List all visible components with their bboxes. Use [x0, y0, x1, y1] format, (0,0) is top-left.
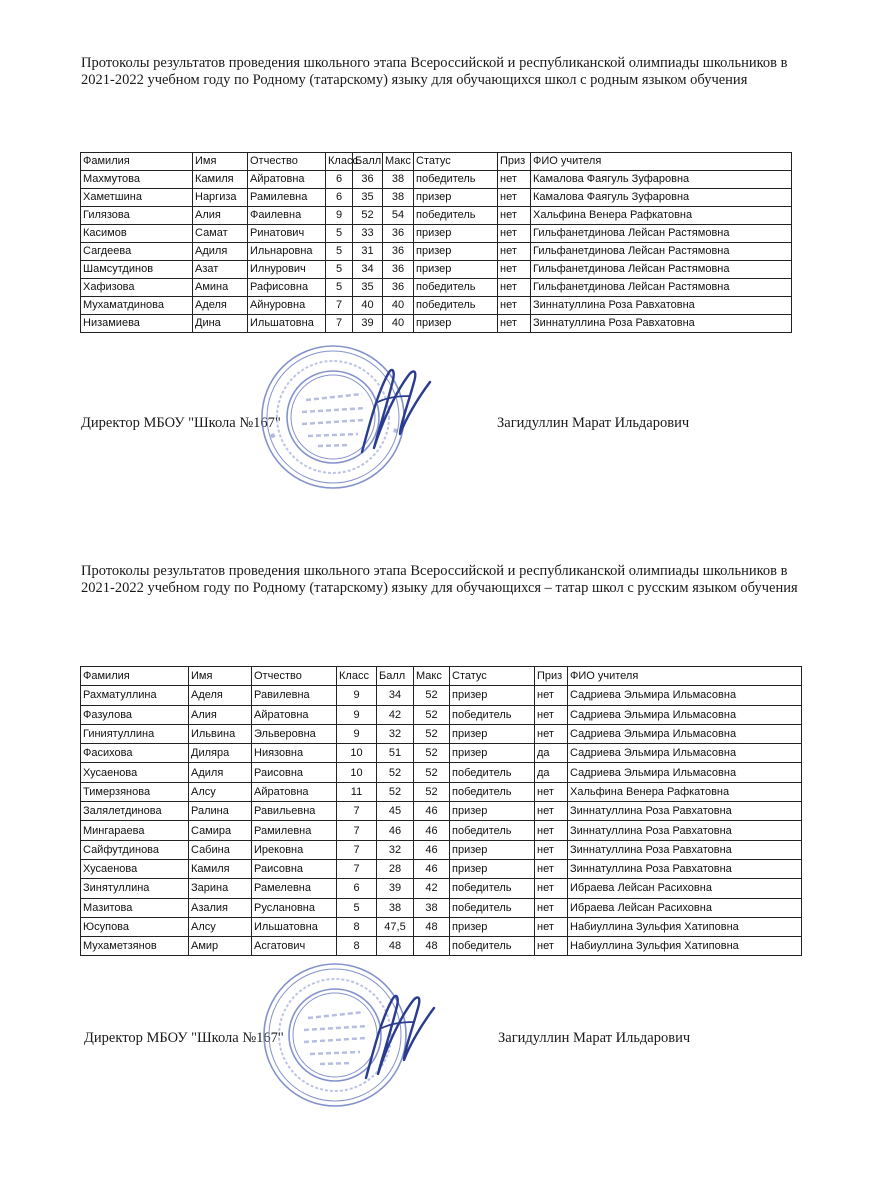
table-cell: нет — [535, 879, 568, 898]
table-cell: Гиниятуллина — [81, 724, 189, 743]
column-header: ФИО учителя — [531, 153, 792, 171]
table-cell: Зиннатуллина Роза Равхатовна — [568, 821, 802, 840]
table-cell: Хальфина Венера Рафкатовна — [531, 207, 792, 225]
column-header: Приз — [535, 667, 568, 686]
column-header: ФИО учителя — [568, 667, 802, 686]
table-cell: Айнуровна — [248, 297, 326, 315]
director-label: Директор МБОУ "Школа №167" — [84, 1030, 284, 1046]
table-cell: призер — [414, 243, 498, 261]
table-cell: 52 — [414, 744, 450, 763]
table-row — [81, 243, 792, 261]
table-cell: Зиннатуллина Роза Равхатовна — [568, 840, 802, 859]
table-cell: Ильвина — [189, 724, 252, 743]
table-cell: нет — [535, 802, 568, 821]
table-cell: Садриева Эльмира Ильмасовна — [568, 705, 802, 724]
table-cell: призер — [450, 802, 535, 821]
table-cell: 5 — [326, 279, 353, 297]
table-cell: Ибраева Лейсан Расиховна — [568, 879, 802, 898]
table-cell: Камиля — [189, 859, 252, 878]
table-cell: победитель — [450, 821, 535, 840]
table-row — [81, 763, 802, 782]
table-cell: нет — [498, 189, 531, 207]
table-cell: Юсупова — [81, 917, 189, 936]
table-cell: нет — [535, 859, 568, 878]
table-cell: 5 — [326, 225, 353, 243]
table-row — [81, 917, 802, 936]
table-cell: 46 — [377, 821, 414, 840]
table-cell: Рамилевна — [248, 189, 326, 207]
table-cell: 7 — [337, 859, 377, 878]
table-cell: нет — [535, 898, 568, 917]
table-cell: 46 — [414, 802, 450, 821]
table-cell: Адиля — [193, 243, 248, 261]
table-cell: Камиля — [193, 171, 248, 189]
table-row — [81, 782, 802, 801]
table-row — [81, 724, 802, 743]
table-cell: Зиннатуллина Роза Равхатовна — [531, 297, 792, 315]
table-cell: 9 — [326, 207, 353, 225]
table-cell: Сабина — [189, 840, 252, 859]
table-row — [81, 189, 792, 207]
table-cell: победитель — [450, 763, 535, 782]
table-cell: Эльверовна — [252, 724, 337, 743]
table-cell: Алия — [193, 207, 248, 225]
table-cell: Илнурович — [248, 261, 326, 279]
table-cell: победитель — [450, 937, 535, 956]
column-header: Балл — [377, 667, 414, 686]
table-cell: Хусаенова — [81, 859, 189, 878]
table-cell: Зинятуллина — [81, 879, 189, 898]
table-cell: Зиннатуллина Роза Равхатовна — [568, 859, 802, 878]
table-cell: Айратовна — [248, 171, 326, 189]
table-cell: нет — [498, 171, 531, 189]
table-cell: призер — [450, 724, 535, 743]
table-cell: Гильфанетдинова Лейсан Растямовна — [531, 225, 792, 243]
table-cell: Ниязовна — [252, 744, 337, 763]
table-cell: нет — [535, 937, 568, 956]
table-row — [81, 898, 802, 917]
table-row — [81, 802, 802, 821]
section1-title: Протоколы результатов проведения школьного этапа Всероссийской и республиканской олимпиады школьников в 2021-2022 учебном году по Родному (татарскому) языку для обучающихся школ с родным языком обучения — [81, 55, 788, 88]
table-cell: Хусаенова — [81, 763, 189, 782]
table-cell: нет — [498, 225, 531, 243]
director-signature — [348, 352, 448, 462]
table-cell: призер — [450, 859, 535, 878]
director-label: Директор МБОУ "Школа №167" — [81, 415, 281, 431]
table-row — [81, 171, 792, 189]
table-cell: 7 — [337, 840, 377, 859]
table-cell: нет — [498, 315, 531, 333]
table-cell: 36 — [383, 225, 414, 243]
table-cell: 52 — [414, 686, 450, 705]
table-cell: призер — [414, 261, 498, 279]
table-cell: 40 — [383, 315, 414, 333]
director-name: Загидуллин Марат Ильдарович — [497, 415, 690, 431]
table-cell: Самира — [189, 821, 252, 840]
director-signature — [352, 978, 452, 1088]
table-cell: Амир — [189, 937, 252, 956]
table-cell: нет — [535, 686, 568, 705]
table-cell: 52 — [414, 782, 450, 801]
column-header: Статус — [414, 153, 498, 171]
table-cell: нет — [498, 243, 531, 261]
table-cell: 48 — [414, 917, 450, 936]
table-cell: 7 — [326, 315, 353, 333]
table-cell: 7 — [326, 297, 353, 315]
table-cell: 47,5 — [377, 917, 414, 936]
table-cell: 48 — [377, 937, 414, 956]
table-cell: 46 — [414, 859, 450, 878]
table-row — [81, 821, 802, 840]
table-cell: победитель — [414, 171, 498, 189]
column-header: Фамилия — [81, 153, 193, 171]
table-cell: Аделя — [193, 297, 248, 315]
table-cell: Низамиева — [81, 315, 193, 333]
table-cell: Набиуллина Зульфия Хатиповна — [568, 917, 802, 936]
table-row — [81, 879, 802, 898]
table-cell: Ильнаровна — [248, 243, 326, 261]
director-name: Загидуллин Марат Ильдарович — [498, 1030, 691, 1046]
table-row — [81, 705, 802, 724]
table-cell: Гильфанетдинова Лейсан Растямовна — [531, 243, 792, 261]
table-cell: нет — [535, 821, 568, 840]
column-header: Макс — [383, 153, 414, 171]
table-cell: Камалова Фаягуль Зуфаровна — [531, 189, 792, 207]
table-cell: Сайфутдинова — [81, 840, 189, 859]
table-cell: 39 — [353, 315, 383, 333]
table-cell: да — [535, 763, 568, 782]
table-cell: да — [535, 744, 568, 763]
table-cell: 36 — [383, 243, 414, 261]
table-cell: Касимов — [81, 225, 193, 243]
table-row — [81, 261, 792, 279]
table-cell: Асгатович — [252, 937, 337, 956]
table-cell: 38 — [383, 189, 414, 207]
table-cell: Амина — [193, 279, 248, 297]
table-cell: Гильфанетдинова Лейсан Растямовна — [531, 279, 792, 297]
table-cell: нет — [535, 840, 568, 859]
table-cell: Мухаматдинова — [81, 297, 193, 315]
table-cell: победитель — [450, 782, 535, 801]
table-cell: нет — [535, 724, 568, 743]
table-cell: 52 — [353, 207, 383, 225]
table-cell: 36 — [383, 261, 414, 279]
table-row — [81, 744, 802, 763]
table-cell: 9 — [337, 686, 377, 705]
column-header: Фамилия — [81, 667, 189, 686]
table-header-row — [81, 667, 802, 686]
table-cell: 39 — [377, 879, 414, 898]
column-header: Класс — [337, 667, 377, 686]
table-cell: 31 — [353, 243, 383, 261]
table-cell: Садриева Эльмира Ильмасовна — [568, 763, 802, 782]
table-cell: 35 — [353, 279, 383, 297]
table-cell: 54 — [383, 207, 414, 225]
table-cell: 7 — [337, 821, 377, 840]
table-cell: Мазитова — [81, 898, 189, 917]
table-cell: 35 — [353, 189, 383, 207]
table-row — [81, 297, 792, 315]
column-header: Класс — [326, 153, 353, 171]
table-cell: 6 — [326, 171, 353, 189]
table-row — [81, 207, 792, 225]
column-header: Имя — [189, 667, 252, 686]
table-cell: 7 — [337, 802, 377, 821]
table-row — [81, 686, 802, 705]
table-header-row — [81, 153, 792, 171]
table-cell: 46 — [414, 821, 450, 840]
table-cell: Раисовна — [252, 859, 337, 878]
table-cell: Ильшатовна — [248, 315, 326, 333]
table-row — [81, 937, 802, 956]
table-cell: призер — [450, 744, 535, 763]
table-cell: Сагдеева — [81, 243, 193, 261]
table-cell: 52 — [414, 705, 450, 724]
column-header: Приз — [498, 153, 531, 171]
table-cell: 48 — [414, 937, 450, 956]
table-cell: нет — [535, 782, 568, 801]
table-row — [81, 279, 792, 297]
results-table-russian — [80, 666, 802, 956]
table-cell: Ирековна — [252, 840, 337, 859]
table-cell: Рахматуллина — [81, 686, 189, 705]
table-cell: 52 — [414, 763, 450, 782]
table-cell: Фаилевна — [248, 207, 326, 225]
table-cell: Руслановна — [252, 898, 337, 917]
table-cell: Равильевна — [252, 802, 337, 821]
column-header: Макс — [414, 667, 450, 686]
table-cell: 8 — [337, 937, 377, 956]
table-cell: Залялетдинова — [81, 802, 189, 821]
table-cell: Алсу — [189, 917, 252, 936]
table-cell: Гильфанетдинова Лейсан Растямовна — [531, 261, 792, 279]
table-cell: 5 — [326, 261, 353, 279]
table-cell: 33 — [353, 225, 383, 243]
table-cell: нет — [535, 705, 568, 724]
table-cell: Наргиза — [193, 189, 248, 207]
table-cell: Камалова Фаягуль Зуфаровна — [531, 171, 792, 189]
table-cell: Набиуллина Зульфия Хатиповна — [568, 937, 802, 956]
table-cell: победитель — [450, 705, 535, 724]
table-cell: Алия — [189, 705, 252, 724]
table-cell: 34 — [353, 261, 383, 279]
column-header: Имя — [193, 153, 248, 171]
table-cell: 38 — [383, 171, 414, 189]
table-cell: Ибраева Лейсан Расиховна — [568, 898, 802, 917]
table-cell: 5 — [326, 243, 353, 261]
table-cell: Айратовна — [252, 705, 337, 724]
table-cell: 6 — [326, 189, 353, 207]
table-cell: Зиннатуллина Роза Равхатовна — [568, 802, 802, 821]
table-cell: 32 — [377, 724, 414, 743]
table-cell: нет — [498, 279, 531, 297]
table-cell: 40 — [383, 297, 414, 315]
table-cell: нет — [535, 917, 568, 936]
column-header: Отчество — [252, 667, 337, 686]
table-cell: призер — [414, 189, 498, 207]
table-row — [81, 315, 792, 333]
table-cell: Рамелевна — [252, 879, 337, 898]
table-cell: Тимерзянова — [81, 782, 189, 801]
table-cell: 45 — [377, 802, 414, 821]
table-cell: 11 — [337, 782, 377, 801]
table-cell: победитель — [414, 207, 498, 225]
table-cell: призер — [450, 840, 535, 859]
table-cell: 36 — [353, 171, 383, 189]
table-cell: Хафизова — [81, 279, 193, 297]
table-cell: Шамсутдинов — [81, 261, 193, 279]
table-cell: Гилязова — [81, 207, 193, 225]
table-cell: Садриева Эльмира Ильмасовна — [568, 686, 802, 705]
table-cell: нет — [498, 297, 531, 315]
table-cell: 36 — [383, 279, 414, 297]
table-cell: Азалия — [189, 898, 252, 917]
table-cell: Самат — [193, 225, 248, 243]
table-cell: 10 — [337, 763, 377, 782]
column-header: Статус — [450, 667, 535, 686]
table-cell: победитель — [450, 879, 535, 898]
table-cell: Ралина — [189, 802, 252, 821]
table-cell: 42 — [414, 879, 450, 898]
table-cell: 52 — [414, 724, 450, 743]
table-cell: Рамилевна — [252, 821, 337, 840]
table-cell: Хаметшина — [81, 189, 193, 207]
table-cell: 28 — [377, 859, 414, 878]
results-table-native — [80, 152, 792, 333]
table-cell: 52 — [377, 763, 414, 782]
column-header: Балл — [353, 153, 383, 171]
table-cell: победитель — [450, 898, 535, 917]
table-cell: Дина — [193, 315, 248, 333]
table-row — [81, 225, 792, 243]
table-cell: Хальфина Венера Рафкатовна — [568, 782, 802, 801]
table-cell: Ильшатовна — [252, 917, 337, 936]
table-cell: призер — [414, 315, 498, 333]
table-cell: 6 — [337, 879, 377, 898]
table-cell: призер — [414, 225, 498, 243]
table-cell: Адиля — [189, 763, 252, 782]
table-cell: Алсу — [189, 782, 252, 801]
table-cell: победитель — [414, 279, 498, 297]
table-cell: Зиннатуллина Роза Равхатовна — [531, 315, 792, 333]
table-cell: призер — [450, 686, 535, 705]
table-cell: 38 — [377, 898, 414, 917]
table-cell: нет — [498, 261, 531, 279]
table-row — [81, 859, 802, 878]
table-cell: Равилевна — [252, 686, 337, 705]
table-cell: Аделя — [189, 686, 252, 705]
table-cell: 8 — [337, 917, 377, 936]
table-cell: Айратовна — [252, 782, 337, 801]
table-cell: 9 — [337, 724, 377, 743]
table-cell: Азат — [193, 261, 248, 279]
table-cell: Диляра — [189, 744, 252, 763]
table-cell: 42 — [377, 705, 414, 724]
table-cell: Мухаметзянов — [81, 937, 189, 956]
table-cell: 52 — [377, 782, 414, 801]
table-cell: Садриева Эльмира Ильмасовна — [568, 744, 802, 763]
table-cell: Фасихова — [81, 744, 189, 763]
column-header: Отчество — [248, 153, 326, 171]
table-cell: Мингараева — [81, 821, 189, 840]
table-cell: 38 — [414, 898, 450, 917]
table-cell: Ринатович — [248, 225, 326, 243]
table-cell: Садриева Эльмира Ильмасовна — [568, 724, 802, 743]
table-cell: 5 — [337, 898, 377, 917]
table-cell: Зарина — [189, 879, 252, 898]
table-cell: призер — [450, 917, 535, 936]
table-cell: Фазулова — [81, 705, 189, 724]
table-cell: Махмутова — [81, 171, 193, 189]
table-cell: Рафисовна — [248, 279, 326, 297]
table-cell: Раисовна — [252, 763, 337, 782]
table-row — [81, 840, 802, 859]
table-cell: 34 — [377, 686, 414, 705]
table-cell: 51 — [377, 744, 414, 763]
table-cell: 32 — [377, 840, 414, 859]
table-cell: 9 — [337, 705, 377, 724]
table-cell: победитель — [414, 297, 498, 315]
table-cell: нет — [498, 207, 531, 225]
section2-title: Протоколы результатов проведения школьного этапа Всероссийской и республиканской олимпиады школьников в 2021-2022 учебном году по Родному (татарскому) языку для обучающихся – татар школ с русским языком обучения — [81, 563, 798, 596]
table-cell: 46 — [414, 840, 450, 859]
table-cell: 10 — [337, 744, 377, 763]
table-cell: 40 — [353, 297, 383, 315]
